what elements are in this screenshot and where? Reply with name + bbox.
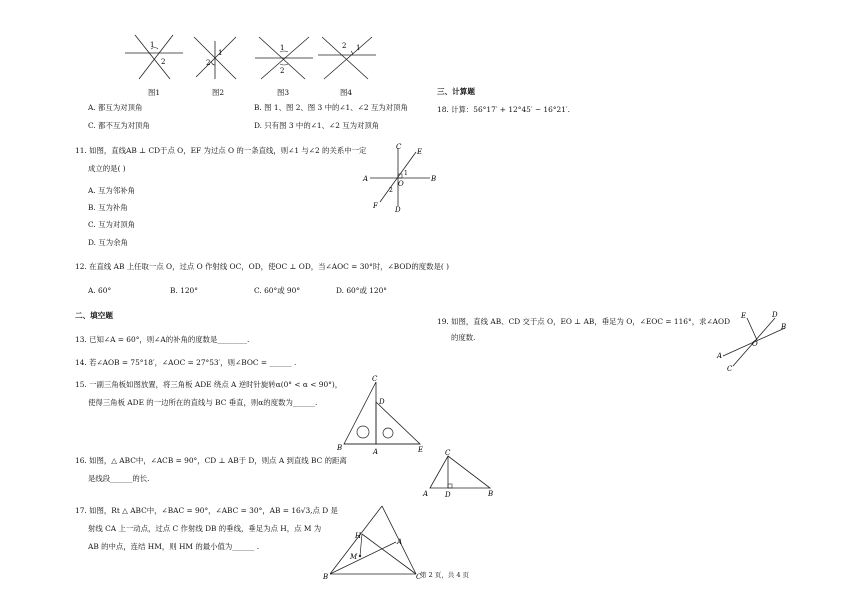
q12-option-d: D. 60°或 120° [336,286,388,295]
q16-line2: 是线段______的长. [88,474,150,483]
q10-option-d: D. 只有图 3 中的∠1、∠2 互为对顶角 [254,121,380,130]
point-label-a: A [423,490,429,498]
q10-option-a: A. 都互为对顶角 [88,103,143,112]
q17-line2: 射线 CA 上一动点，过点 C 作射线 DB 的垂线，垂足为点 H，点 M 为 [88,524,322,533]
point-label-a: A [373,448,379,456]
q18: 18. 计算：56°17′ + 12°45′ − 16°21′. [437,105,570,114]
angle-label-2: 2 [206,59,211,67]
q12-option-c: C. 60°或 90° [254,286,301,295]
q10-figure-1 [125,33,185,83]
point-label-e: E [418,446,424,454]
angle-label-2: 2 [342,42,347,50]
point-label-d: D [379,398,385,406]
figure-caption-2: 图2 [212,88,225,97]
q13: 13. 已知∠A = 60°，则∠A的补角的度数是________. [75,335,250,344]
angle-label-1: 1 [218,49,223,57]
angle-label-1: 1 [356,44,361,52]
q16-line1: 16. 如图，△ ABC中，∠ACB = 90°，CD ⊥ AB于 D，则点 A 到直线 BC 的距离 [75,456,347,465]
q15-figure [330,374,430,456]
point-label-b: B [323,573,329,581]
point-label-d: D [445,491,451,499]
point-label-f: F [373,202,378,210]
q17-figure [320,504,430,584]
point-label-h: H [355,532,362,540]
point-label-b: B [337,444,343,452]
q11-stem-line2: 成立的是( ) [88,164,126,173]
point-label-e: E [417,148,423,156]
q11-option-b: B. 互为补角 [88,203,128,212]
q11-stem-line1: 11. 如图，直线AB ⊥ CD于点 O，EF 为过点 O 的一条直线，则∠1 与∠2 的关系中一定 [75,146,367,155]
point-label-a: A [363,175,369,183]
angle-label-1: 1 [404,170,408,177]
q11-figure [360,140,445,215]
figure-caption-3: 图3 [277,88,290,97]
point-label-b: B [431,175,437,183]
q12-option-b: B. 120° [170,286,198,295]
point-label-m: M [350,553,358,561]
point-label-c: C [372,375,378,383]
point-label-b: B [488,490,494,498]
point-label-a: A [717,352,723,360]
q12-stem: 12. 在直线 AB 上任取一点 O，过点 O 作射线 OC，OD，使OC ⊥ OD，当∠AOC = 30°时，∠BOD的度数是( ) [75,262,449,271]
point-label-e: E [741,312,747,320]
point-label-c: C [727,365,733,373]
q17-line3: AB 的中点，连结 HM，则 HM 的最小值为______ . [88,542,260,551]
angle-label-2: 2 [161,58,166,66]
q17-line1: 17. 如图，Rt △ ABC中，∠BAC = 90°，∠ABC = 30°，AB = 16√3,点 D 是 [75,506,338,515]
point-label-b: B [781,323,787,331]
q19-line1: 19. 如图，直线 AB、CD 交于点 O，EO ⊥ AB，垂足为 O，∠EOC = 116°，求∠AOD [437,317,730,326]
q19-figure [715,308,795,374]
q15-line1: 15. 一副三角板如图放置，将三角板 ADE 绕点 A 逆时针旋转α(0° < α < 90°)， [75,380,343,389]
page-footer: 第 2 页，共 4 页 [420,571,470,579]
point-label-d: D [772,311,778,319]
q10-figure-3 [255,33,313,83]
point-label-a: A [397,538,403,546]
point-label-o: O [398,180,404,188]
q11-option-a: A. 互为邻补角 [88,186,135,195]
point-label-o: O [752,340,758,348]
q10-figure-4 [318,33,376,83]
q14: 14. 若∠AOB = 75°18′，∠AOC = 27°53′，则∠BOC = ______ . [75,358,297,367]
q15-line2: 使得三角板 ADE 的一边所在的直线与 BC 垂直，则α的度数为______. [88,398,318,407]
q16-figure [420,448,500,500]
figure-caption-1: 图1 [148,88,161,97]
q19-line2: 的度数. [451,333,476,342]
q11-option-d: D. 互为余角 [88,238,128,247]
angle-label-1: 1 [150,41,155,49]
angle-label-2: 2 [280,67,285,75]
point-label-c: C [445,449,451,457]
point-label-c: C [416,573,422,581]
q10-figure-2 [190,33,245,83]
q11-option-c: C. 互为对顶角 [88,220,136,229]
point-label-d: D [395,206,401,214]
section-3-title: 三、计算题 [437,87,475,96]
q12-option-a: A. 60° [88,286,112,295]
angle-label-2: 2 [389,187,393,194]
q10-option-b: B. 图 1、图 2、图 3 中的∠1、∠2 互为对顶角 [254,103,408,112]
section-2-title: 二、填空题 [75,311,113,320]
point-label-c: C [396,143,402,151]
figure-caption-4: 图4 [340,88,353,97]
q10-option-c: C. 都不互为对顶角 [88,121,150,130]
angle-label-1: 1 [280,44,285,52]
